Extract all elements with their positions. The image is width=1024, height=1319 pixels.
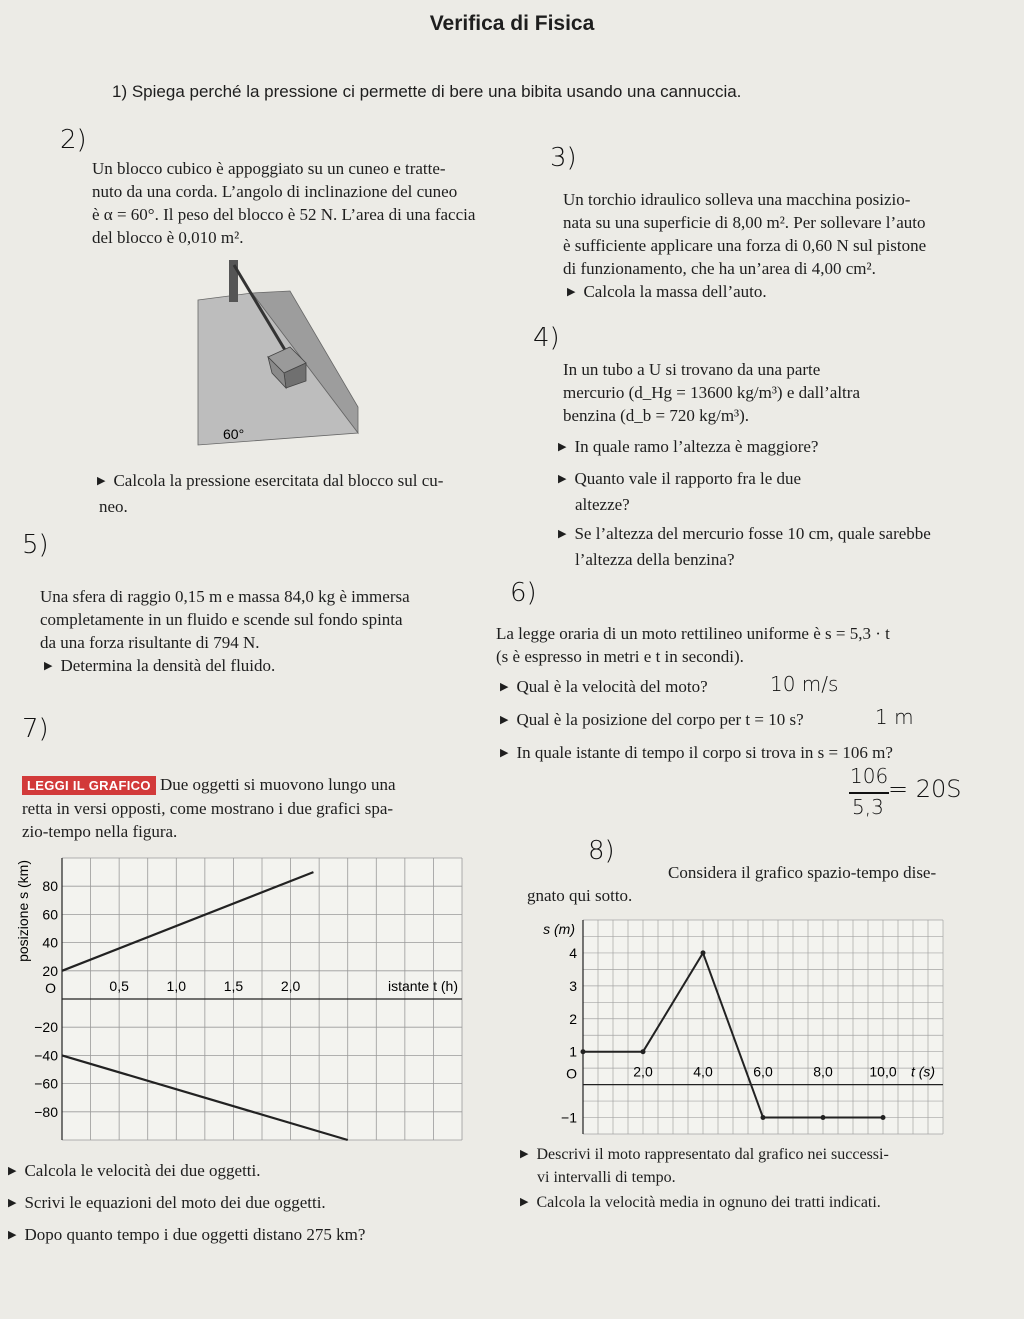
question-8-text	[527, 861, 936, 907]
question-5-number: 5)	[22, 530, 49, 560]
question-4-line: mercurio (d_Hg = 13600 kg/m³) e dall’altra	[563, 383, 860, 402]
question-8-tasks	[520, 1144, 889, 1215]
question-6-task: ▶ In quale istante di tempo il corpo si trova in s = 106 m?	[500, 741, 893, 767]
question-4-task-cont: altezze?	[575, 495, 630, 514]
question-7-task: ▶ Scrivi le equazioni del moto dei due oggetti.	[8, 1191, 365, 1217]
question-2-task-line: neo.	[99, 497, 128, 516]
y-tick-label: 4	[569, 944, 577, 961]
y-tick-label: 3	[569, 977, 577, 994]
question-8-task: ▶ Calcola la velocità media in ognuno dei tratti indicati.	[520, 1192, 889, 1215]
y-tick-label: −40	[34, 1047, 58, 1064]
question-5-task: ▶ Determina la densità del fluido.	[44, 654, 410, 680]
leggi-il-grafico-tag: LEGGI IL GRAFICO	[22, 776, 156, 795]
handwritten-calc-denominator: 5,3	[852, 795, 884, 819]
question-3-line: Un torchio idraulico solleva una macchina posizio-	[563, 190, 911, 209]
page-title: Verifica di Fisica	[429, 12, 595, 35]
question-7-line: retta in versi opposti, come mostrano i due grafici spa-	[22, 799, 394, 818]
y-tick-label: 40	[42, 934, 58, 951]
question-7-tasks	[8, 1159, 365, 1249]
question-4-task: ▶ In quale ramo l’altezza è maggiore?	[558, 435, 931, 461]
y-axis-label: s (m)	[543, 921, 575, 937]
data-point	[881, 1115, 886, 1120]
question-7-line: zio-tempo nella figura.	[22, 822, 178, 841]
question-2-number: 2)	[60, 125, 87, 155]
question-7-line: Due oggetti si muovono lungo una	[159, 775, 396, 794]
wedge-figure	[190, 255, 365, 450]
data-point	[701, 950, 706, 955]
question-5-line: completamente in un fluido e scende sul fondo spinta	[40, 610, 403, 629]
question-2-task-line: ▶ Calcola la pressione esercitata dal blocco sul cu-	[97, 469, 443, 495]
question-7-task: ▶ Dopo quanto tempo i due oggetti distano 275 km?	[8, 1223, 365, 1249]
question-2-line: nuto da una corda. L’angolo di inclinazione del cuneo	[92, 182, 458, 201]
question-4-task: ▶ Se l’altezza del mercurio fosse 10 cm, quale sarebbe	[558, 522, 931, 548]
origin-label: O	[566, 1065, 577, 1082]
question-8-line: Considera il grafico spazio-tempo dise-	[668, 863, 937, 882]
handwritten-answer-velocity: 10 m/s	[770, 672, 839, 696]
question-5-text	[40, 585, 410, 680]
origin-label: O	[45, 980, 56, 996]
question-7-number: 7)	[22, 714, 49, 744]
handwritten-fraction-line	[849, 792, 889, 794]
question-4-task-cont: l’altezza della benzina?	[575, 550, 735, 569]
y-tick-label: 20	[42, 962, 58, 979]
y-tick-label: −1	[561, 1109, 577, 1126]
question-7-text	[22, 773, 396, 843]
question-8-task-cont: vi intervalli di tempo.	[537, 1169, 676, 1186]
question-4-line: In un tubo a U si trovano da una parte	[563, 360, 821, 379]
x-tick-label: 1,5	[223, 978, 244, 994]
question-4-number: 4)	[533, 323, 560, 353]
x-tick-label: 2,0	[280, 978, 301, 994]
question-5-line: da una forza risultante di 794 N.	[40, 633, 260, 652]
handwritten-calc-result: = 20S	[888, 775, 962, 803]
question-6-line: La legge oraria di un moto rettilineo uniforme è s = 5,3 · t	[496, 624, 890, 643]
question-4-line: benzina (d_b = 720 kg/m³).	[563, 406, 750, 425]
question-2-line: è α = 60°. Il peso del blocco è 52 N. L’area di una faccia	[92, 205, 476, 224]
y-tick-label: −20	[34, 1019, 58, 1036]
x-axis-label: t (s)	[910, 1063, 936, 1080]
question-7-task: ▶ Calcola le velocità dei due oggetti.	[8, 1159, 365, 1185]
question-6-number: 6)	[510, 578, 537, 608]
handwritten-calc-numerator: 106	[850, 764, 889, 788]
data-point	[761, 1115, 766, 1120]
question-4-text	[563, 358, 931, 571]
question-4-task: ▶ Quanto vale il rapporto fra le due	[558, 467, 931, 493]
question-3-number: 3)	[550, 143, 577, 173]
y-tick-label: 80	[42, 878, 58, 895]
question-1: 1) Spiega perché la pressione ci permette di bere una bibita usando una cannuccia.	[112, 82, 742, 101]
x-tick-label: 10,0	[869, 1063, 897, 1080]
data-point	[821, 1115, 826, 1120]
y-axis-label: posizione s (km)	[15, 860, 31, 962]
chart-q8	[528, 915, 946, 1137]
question-3-text	[563, 188, 926, 306]
y-tick-label: −60	[34, 1075, 58, 1092]
x-tick-label: 1,0	[166, 978, 187, 994]
data-point	[641, 1049, 646, 1054]
question-6-task: ▶ Qual è la velocità del moto?	[500, 675, 893, 701]
x-tick-label: 2,0	[633, 1063, 653, 1080]
x-tick-label: 4,0	[693, 1063, 713, 1080]
question-2-text	[92, 157, 475, 249]
x-tick-label: 6,0	[753, 1063, 773, 1080]
x-tick-label: 8,0	[813, 1063, 833, 1080]
chart-q7	[15, 850, 465, 1145]
question-5-line: Una sfera di raggio 0,15 m e massa 84,0 kg è immersa	[40, 587, 410, 606]
question-8-line: gnato qui sotto.	[527, 886, 633, 905]
y-tick-label: −80	[34, 1103, 58, 1120]
x-axis-label: istante t (h)	[387, 978, 458, 994]
question-8-task: ▶ Descrivi il moto rappresentato dal grafico nei successi-	[520, 1144, 889, 1167]
question-6-line: (s è espresso in metri e t in secondi).	[496, 647, 744, 666]
y-tick-label: 60	[42, 906, 58, 923]
question-3-task: ▶ Calcola la massa dell’auto.	[567, 280, 926, 306]
x-tick-label: 0,5	[109, 978, 129, 994]
y-tick-label: 2	[569, 1010, 577, 1027]
data-point	[581, 1049, 586, 1054]
question-2-line: del blocco è 0,010 m².	[92, 228, 244, 247]
question-8-number: 8)	[588, 836, 615, 866]
angle-label: 60°	[223, 426, 245, 442]
question-2-line: Un blocco cubico è appoggiato su un cuneo e tratte-	[92, 159, 446, 178]
question-3-line: nata su una superficie di 8,00 m². Per sollevare l’auto	[563, 213, 926, 232]
handwritten-answer-position: 1 m	[875, 705, 914, 729]
question-3-line: di funzionamento, che ha un’area di 4,00 cm².	[563, 259, 876, 278]
question-2-task	[92, 469, 443, 518]
y-tick-label: 1	[569, 1043, 577, 1060]
question-6-task: ▶ Qual è la posizione del corpo per t = 10 s?	[500, 708, 893, 734]
question-3-line: è sufficiente applicare una forza di 0,60 N sul pistone	[563, 236, 927, 255]
